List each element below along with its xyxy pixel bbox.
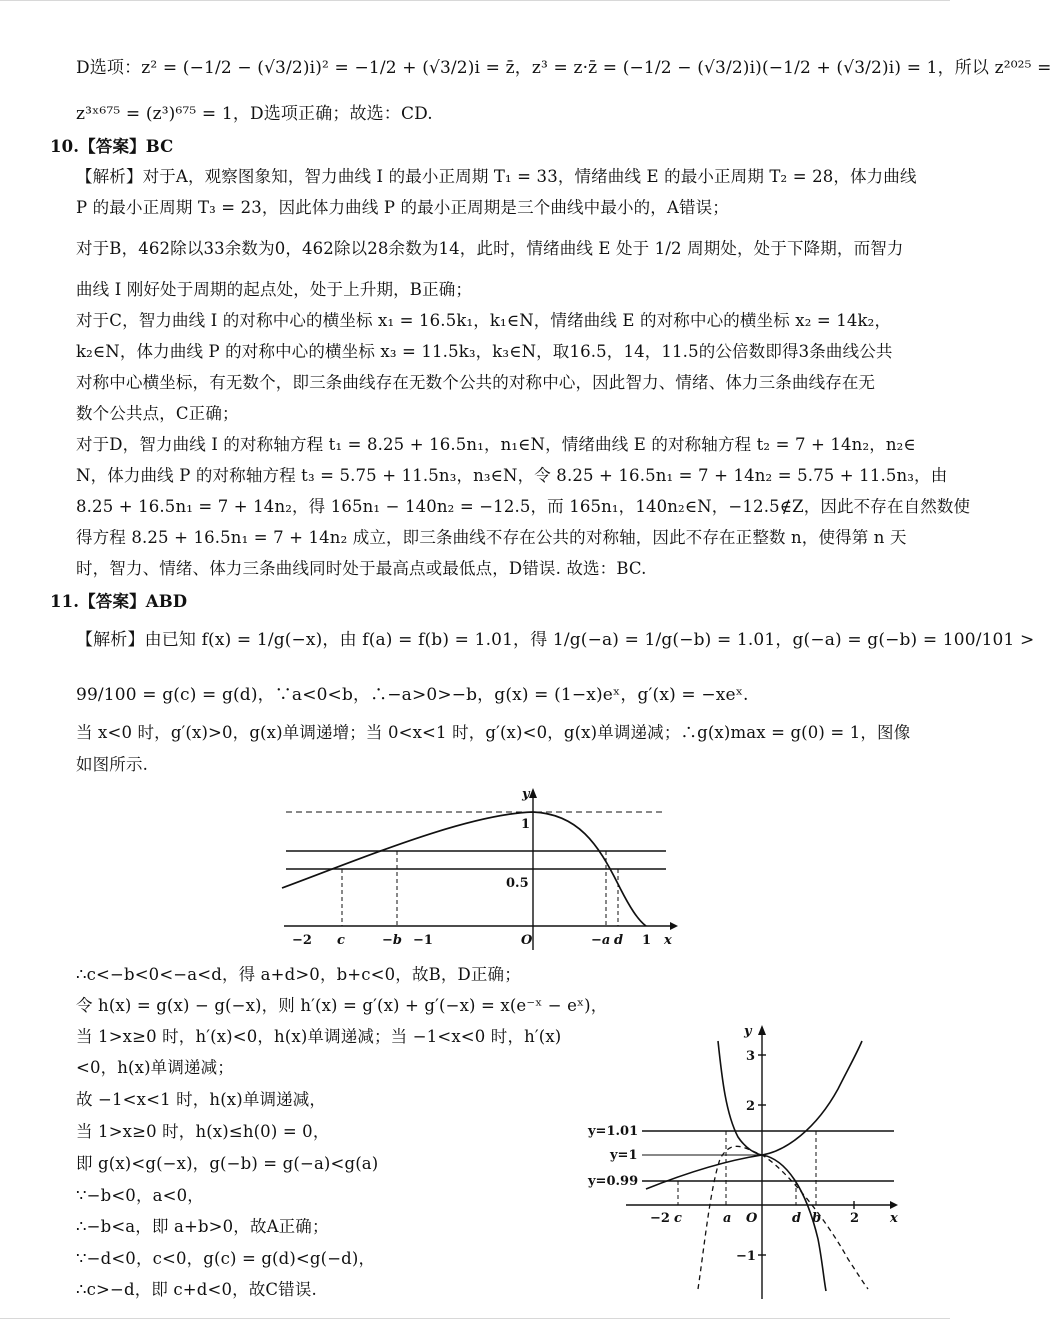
text-line: 故 −1<x<1 时，h(x)单调递减， [76,1090,327,1109]
text-line: 【解析】对于A，观察图象知，智力曲线 I 的最小正周期 T₁ = 33，情绪曲线 E 的最小正周期 T₂ = 28，体力曲线 [76,167,917,186]
origin-label: O [521,933,533,948]
text-line: 99/100 = g(c) = g(d)，∵a<0<b，∴−a>0>−b，g(x) = (1−x)eˣ，g′(x) = −xeˣ. [76,685,749,705]
x-axis-label: x [664,933,672,948]
x-tick-neg2: −2 [292,933,312,948]
text-line: 数个公共点，C正确； [76,404,239,423]
x-tick-b: b [812,1211,822,1226]
text-line: ∴−b<a，即 a+b>0，故A正确； [76,1217,329,1236]
label-y-1: y=1 [610,1148,638,1163]
y-axis-arrow [529,788,537,798]
x-tick-neg1: −1 [413,933,433,948]
x-tick-neg-b: −b [382,933,402,948]
x-tick-d: d [792,1211,802,1226]
x-tick-neg2: −2 [650,1211,670,1226]
text-line: 即 g(x)<g(−x)，g(−b) = g(−a)<g(a) [76,1154,379,1173]
label-y-0-99: y=0.99 [588,1174,639,1189]
x-axis-arrow [890,1201,898,1209]
x-tick-neg-a: −a [591,933,611,948]
label-y-1-01: y=1.01 [588,1124,639,1139]
x-tick-1: 1 [642,933,652,948]
text-line: N，体力曲线 P 的对称轴方程 t₃ = 5.75 + 11.5n₃，n₃∈N，令 8.25 + 16.5n₁ = 7 + 14n₂ = 5.75 + 11.5n₃，由 [76,466,948,485]
text-line: 对于D，智力曲线 I 的对称轴方程 t₁ = 8.25 + 16.5n₁，n₁∈N，情绪曲线 E 的对称轴方程 t₂ = 7 + 14n₂，n₂∈ [76,435,916,454]
g-function-graph [278,784,678,954]
y-axis-label: y [744,1024,752,1039]
text-line: z³ˣ⁶⁷⁵ = (z³)⁶⁷⁵ = 1，D选项正确；故选：CD. [76,104,433,124]
y-axis-label: y [522,787,530,802]
y-axis-arrow [758,1025,766,1035]
text-line: ∵−b<0，a<0， [76,1186,204,1205]
text-line: 如图所示. [76,755,148,774]
text-line: ∵−d<0，c<0，g(c) = g(d)<g(−d)， [76,1249,376,1268]
y-tick-2: 2 [746,1099,756,1114]
text-line: 当 1>x≥0 时，h′(x)<0，h(x)单调递减；当 −1<x<0 时，h′(x) [76,1027,562,1046]
text-line: 对于C，智力曲线 I 的对称中心的横坐标 x₁ = 16.5k₁，k₁∈N，情绪曲线 E 的对称中心的横坐标 x₂ = 14k₂， [76,311,892,330]
x-axis-label: x [890,1211,898,1226]
x-tick-d: d [614,933,624,948]
text-line: 8.25 + 16.5n₁ = 7 + 14n₂，得 165n₁ − 140n₂ = −12.5，而 165n₁，140n₂∈N，−12.5∉Z，因此不存在自然数使 [76,497,971,516]
text-line: 对于B，462除以33余数为0，462除以28余数为14，此时，情绪曲线 E 处于 1/2 周期处，处于下降期，而智力 [76,239,904,258]
text-line: D选项：z² = (−1/2 − (√3/2)i)² = −1/2 + (√3/2)i = z̄，z³ = z·z̄ = (−1/2 − (√3/2)i)(−1/2 + (√3/2)i) = 1，所以 z²⁰²⁵ = [76,58,1052,78]
text-line: P 的最小正周期 T₃ = 23，因此体力曲线 P 的最小正周期是三个曲线中最小的，A错误； [76,198,729,217]
text-line: ∴c<−b<0<−a<d，得 a+d>0，b+c<0，故B，D正确； [76,965,521,984]
answer-heading-10: 10.【答案】BC [50,137,174,156]
text-line: k₂∈N，体力曲线 P 的对称中心的横坐标 x₃ = 11.5k₃，k₃∈N，取16.5，14，11.5的公倍数即得3条曲线公共 [76,342,893,361]
text-line: 时，智力、情绪、体力三条曲线同时处于最高点或最低点，D错误. 故选：BC. [76,559,647,578]
h-function-graph [586,1019,906,1301]
text-line: 得方程 8.25 + 16.5n₁ = 7 + 14n₂ 成立，即三条曲线不存在公共的对称轴，因此不存在正整数 n，使得第 n 天 [76,528,907,547]
x-tick-c: c [674,1211,682,1226]
text-line: <0，h(x)单调递减； [76,1058,234,1077]
y-tick-3: 3 [746,1049,756,1064]
text-line: 【解析】由已知 f(x) = 1/g(−x)，由 f(a) = f(b) = 1.01，得 1/g(−a) = 1/g(−b) = 1.01，g(−a) = g(−b) = 100/101 > [76,630,1035,650]
y-tick-neg1: −1 [736,1249,756,1264]
text-line: 当 1>x≥0 时，h(x)≤h(0) = 0， [76,1122,330,1141]
x-tick-c: c [337,933,345,948]
origin-label: O [746,1211,758,1226]
x-tick-a: a [723,1211,732,1226]
reciprocal-curve [718,1041,862,1155]
text-line: 令 h(x) = g(x) − g(−x)，则 h′(x) = g′(x) + g′(−x) = x(e⁻ˣ − eˣ)， [76,996,608,1015]
y-tick-1: 1 [521,817,531,832]
text-line: ∴c>−d，即 c+d<0，故C错误. [76,1280,317,1299]
text-line: 曲线 I 刚好处于周期的起点处，处于上升期，B正确； [76,280,473,299]
answer-heading-11: 11.【答案】ABD [50,592,188,611]
x-axis-arrow [670,922,678,930]
y-tick-0-5: 0.5 [506,876,529,891]
text-line: 当 x<0 时，g′(x)>0，g(x)单调递增；当 0<x<1 时，g′(x)<0，g(x)单调递减；∴g(x)max = g(0) = 1，图像 [76,723,911,742]
x-tick-2: 2 [850,1211,860,1226]
text-line: 对称中心横坐标，有无数个，即三条曲线存在无数个公共的对称中心，因此智力、情绪、体力三条曲线存在无 [76,373,876,392]
